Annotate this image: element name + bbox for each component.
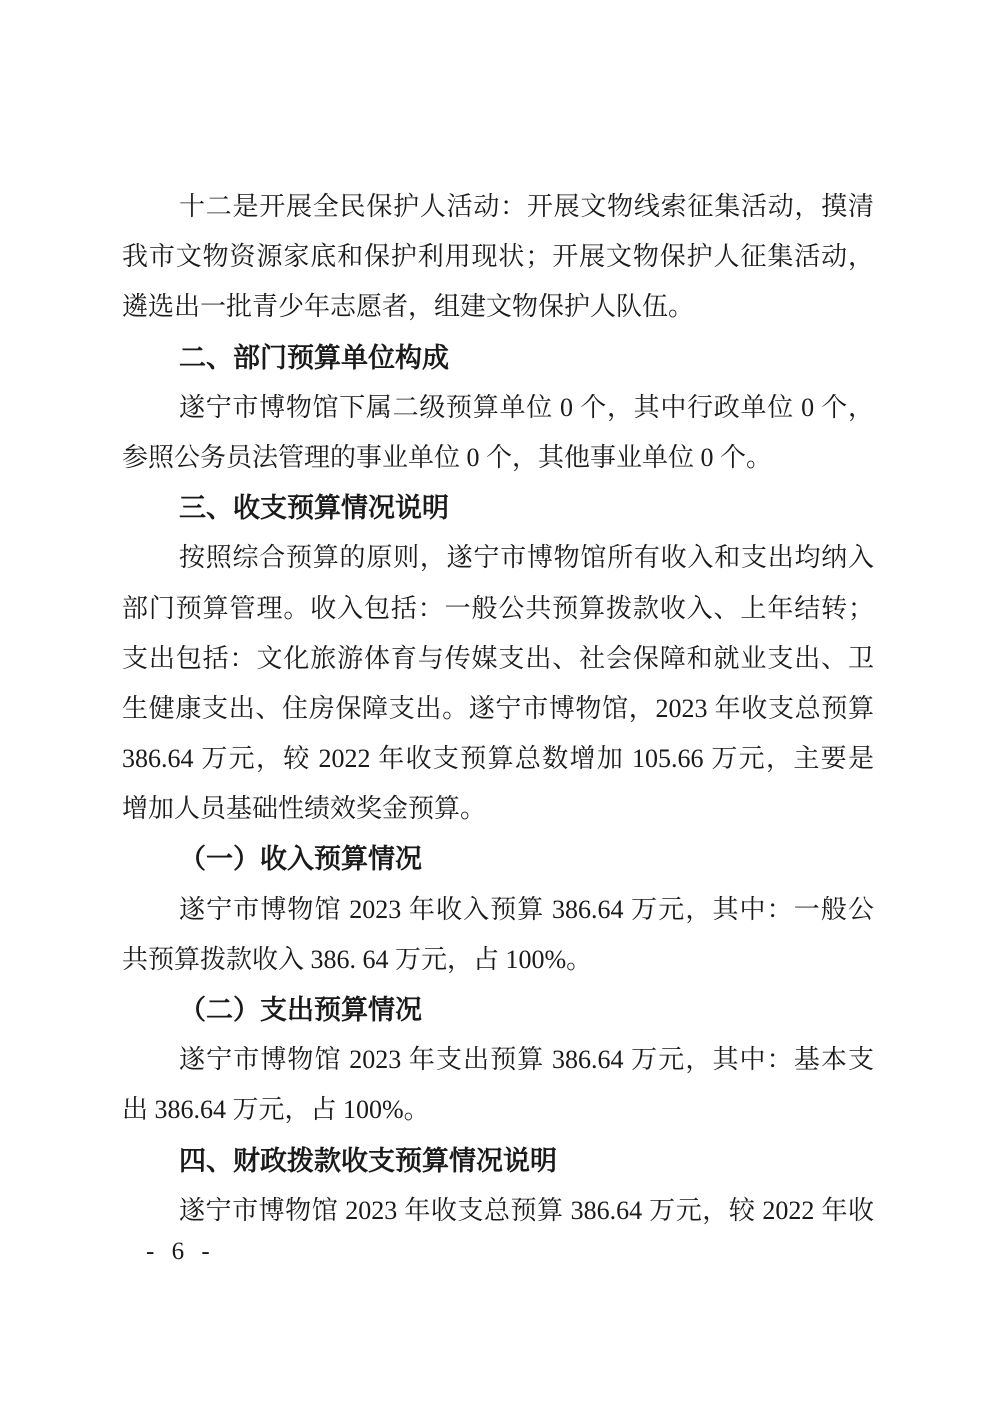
paragraph-line: 十二是开展全民保护人活动：开展文物线索征集活动，摸清 xyxy=(179,192,874,221)
paragraph-line: 遴选出一批青少年志愿者，组建文物保护人队伍。 xyxy=(122,292,695,322)
paragraph-line: 遂宁市博物馆 2023 年收入预算 386.64 万元，其中：一般公 xyxy=(179,894,874,924)
subsection-heading-expenditure: （二）支出预算情况 xyxy=(179,995,422,1025)
document-body xyxy=(122,182,874,1236)
paragraph-line: 部门预算管理。收入包括：一般公共预算拨款收入、上年结转； xyxy=(122,593,874,623)
section-heading-3: 三、收支预算情况说明 xyxy=(179,493,449,524)
paragraph-line: 遂宁市博物馆下属二级预算单位 0 个，其中行政单位 0 个， xyxy=(179,392,874,422)
paragraph-line: 出 386.64 万元，占 100%。 xyxy=(122,1095,430,1125)
paragraph-line: 支出包括：文化旅游体育与传媒支出、社会保障和就业支出、卫 xyxy=(122,643,874,673)
paragraph-line: 按照综合预算的原则，遂宁市博物馆所有收入和支出均纳入 xyxy=(179,543,874,573)
page-number: - 6 - xyxy=(146,1238,211,1265)
paragraph-line: 我市文物资源家底和保护利用现状；开展文物保护人征集活动， xyxy=(122,242,874,272)
paragraph-line: 386.64 万元，较 2022 年收支预算总数增加 105.66 万元，主要是 xyxy=(122,744,874,774)
paragraph-line: 遂宁市博物馆 2023 年收支总预算 386.64 万元，较 2022 年收 xyxy=(179,1195,874,1225)
paragraph-line: 参照公务员法管理的事业单位 0 个，其他事业单位 0 个。 xyxy=(122,442,773,472)
section-heading-4: 四、财政拨款收支预算情况说明 xyxy=(179,1145,557,1176)
subsection-heading-income: （一）收入预算情况 xyxy=(179,844,422,875)
paragraph-line: 共预算拨款收入 386. 64 万元，占 100%。 xyxy=(122,944,593,974)
section-heading-2: 二、部门预算单位构成 xyxy=(179,342,449,373)
paragraph-line: 增加人员基础性绩效奖金预算。 xyxy=(122,794,487,824)
paragraph-line: 遂宁市博物馆 2023 年支出预算 386.64 万元，其中：基本支 xyxy=(179,1045,874,1075)
paragraph-line: 生健康支出、住房保障支出。遂宁市博物馆，2023 年收支总预算 xyxy=(122,693,874,723)
